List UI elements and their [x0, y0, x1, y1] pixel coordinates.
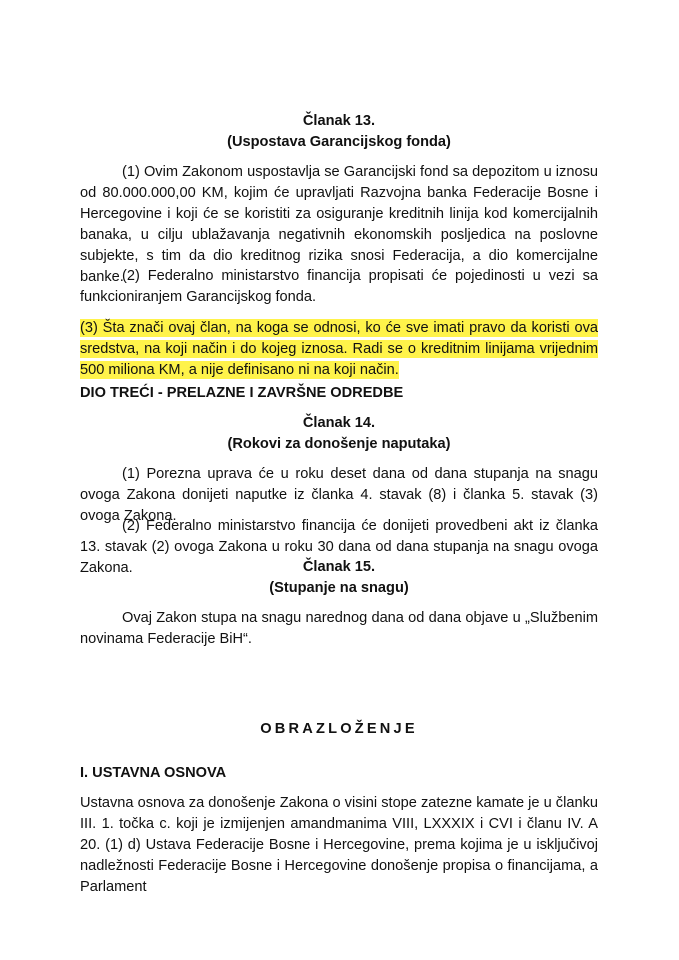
article-15-paragraph-1: Ovaj Zakon stupa na snagu narednog dana od dana objave u „Službenim novinama Federacije BiH“. [80, 610, 598, 647]
obrazlozenje-heading: OBRAZLOŽENJE [260, 721, 418, 737]
article-15-title: Članak 15. [302, 559, 376, 575]
section-1-heading: I. USTAVNA OSNOVA [80, 765, 227, 781]
part-3-heading: DIO TREĆI - PRELAZNE I ZAVRŠNE ODREDBE [80, 385, 404, 401]
article-14-subtitle: (Rokovi za donošenje naputaka) [227, 436, 451, 452]
section-1-paragraph-1: Ustavna osnova za donošenje Zakona o visini stope zatezne kamate je u članku III. 1. točka c. koji je izmijenjen amandmanima VIII, LXXXIX i CVI i članu IV. A 20. (1) d) Ustava Federacije Bosne i Hercegovine, prema kojima je u isključivoj nadležnosti Federacije Bosne i Hercegovine donošenje propisa o financijama, a Parlament [80, 795, 598, 895]
article-13-paragraph-2: (2) Federalno ministarstvo financija propisati će pojedinosti u vezi sa funkcioniranjem Garancijskog fonda. [80, 268, 598, 305]
article-13-paragraph-1: (1) Ovim Zakonom uspostavlja se Garancijski fond sa depozitom u iznosu od 80.000.000,00 KM, kojim će upravljati Razvojna banka Federacije Bosne i Hercegovine i koji će se koristiti za osiguranje kreditnih linija kod komercijalnih banaka, u cilju ublažavanja negativnih ekonomskih posljedica na poslovne subjekte, s tim da dio kreditnog rizika snosi Federacija, a dio komercijalne banke. [80, 164, 598, 285]
highlighted-comment: (3) Šta znači ovaj član, na koga se odnosi, ko će sve imati pravo da koristi ova sredstva, na koji način i do kojeg iznosa. Radi se o kreditnim linijama vrijednim 500 miliona KM, a nije definisano ni na koji način. [80, 320, 598, 378]
article-13-title: Članak 13. [302, 113, 376, 129]
article-13-subtitle: (Uspostava Garancijskog fonda) [227, 134, 451, 150]
article-14-paragraph-1: (1) Porezna uprava će u roku deset dana od dana stupanja na snagu ovoga Zakona donijeti naputke iz članka 4. stavak (8) i članka 5. stavak (3) ovoga Zakona. [80, 466, 598, 524]
article-14-title: Članak 14. [302, 415, 376, 431]
article-14-paragraph-2: (2) Federalno ministarstvo financija će donijeti provedbeni akt iz članka 13. stavak (2) ovoga Zakona u roku 30 dana od dana stupanja na snagu ovoga Zakona. [80, 518, 598, 576]
article-13-paragraph-3-highlighted [80, 318, 598, 381]
article-15-subtitle: (Stupanje na snagu) [269, 580, 409, 596]
